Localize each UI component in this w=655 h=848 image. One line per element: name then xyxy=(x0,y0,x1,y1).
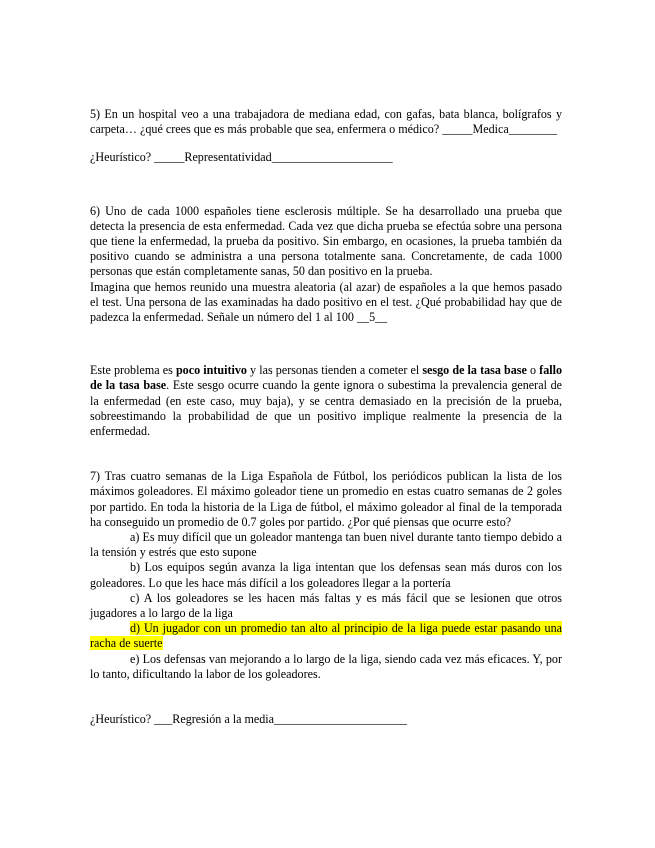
explain-text-3: o xyxy=(526,363,540,378)
q7-option-e: e) Los defensas van mejorando a lo largo de la liga, siendo cada vez más eficaces. Y, por lo tanto, dificultando la labor de los goleadores. xyxy=(90,651,562,681)
q5-heuristic-answer: Representatividad xyxy=(184,150,272,165)
q6-blank: __ xyxy=(375,310,388,325)
q7-option-d xyxy=(90,621,562,651)
q6-answer: 5 xyxy=(369,310,376,325)
q7-option-b: b) Los equipos según avanza la liga intentan que los defensas sean más duros con los goleadores. Lo que les hace más difícil a los goleadores llegar a la portería xyxy=(90,560,562,590)
q7-option-c: c) A los goleadores se les hacen más faltas y es más fácil que se lesionen que otros jugadores a lo largo de la liga xyxy=(90,590,562,621)
q6-text: Imagina que hemos reunido una muestra aleatoria (al azar) de españoles a la que hemos pasado el test. Una persona de las examinadas ha dado positivo en el test. ¿Qué probabilidad hay que de padezca la enfermedad. Señale un número del 1 al 100 __ xyxy=(90,279,562,325)
q7-heuristic xyxy=(90,712,562,727)
explain-bold-1: poco intuitivo xyxy=(175,363,247,378)
q5-answer: Medica xyxy=(472,122,509,137)
q6-paragraph-1: 6) Uno de cada 1000 españoles tiene esclerosis múltiple. Se ha desarrollado una prueba que detecta la presencia de esta enfermedad. Cada vez que dicha prueba se efectúa sobre una persona que tiene la enfermedad, la prueba da positivo. Sin embargo, en ocasiones, la prueba también da positivo cuando se administra a una persona totalmente sana. Concretamente, de cada 1000 personas que están completamente sanas, 50 dan positivo en la prueba. xyxy=(90,203,562,279)
q7-option-d-highlight: d) Un jugador con un promedio tan alto al principio de la liga puede estar pasando una racha de suerte xyxy=(90,621,562,651)
q5-heuristic-blank: ____________________ xyxy=(271,150,393,165)
q7-stem: 7) Tras cuatro semanas de la Liga Española de Fútbol, los periódicos publican la lista de los máximos goleadores. El máximo goleador tiene un promedio en estas cuatro semanas de 2 goles por partido. En toda la historia de la Liga de fútbol, el máximo goleador al final de la temporada ha conseguido un promedio de 0.7 goles por partido. ¿Por qué piensas que ocurre esto? xyxy=(90,469,562,529)
q5-blank: ________ xyxy=(508,122,558,137)
explain-text-2: y las personas tienden a cometer el xyxy=(246,363,423,378)
explain-text-4: . Este sesgo ocurre cuando la gente ignora o subestima la prevalencia general de la enfermedad (en este caso, muy baja), y se centra demasiado en la precisión de la prueba, sobreestimando la probabilidad de que un positivo implique realmente la presencia de la enfermedad. xyxy=(90,378,563,439)
base-rate-explanation xyxy=(90,363,562,439)
q5-heuristic-label: ¿Heurístico? _____ xyxy=(90,150,185,165)
q5-text: 5) En un hospital veo a una trabajadora de mediana edad, con gafas, bata blanca, bolígrafos y carpeta… ¿qué crees que es más probable que sea, enfermera o médico? _____ xyxy=(90,107,562,137)
explain-bold-3: fallo de la tasa base xyxy=(90,363,563,393)
q5-heuristic xyxy=(90,150,562,165)
q7-heuristic-answer: Regresión a la media xyxy=(172,712,275,727)
q7-heuristic-blank: ______________________ xyxy=(274,712,408,727)
document-page xyxy=(90,107,562,727)
explain-text-1: Este problema es xyxy=(90,363,176,378)
explain-bold-2: sesgo de la tasa base xyxy=(422,363,527,378)
q6-paragraph-2 xyxy=(90,280,562,326)
q5-question xyxy=(90,107,562,137)
q7-option-a: a) Es muy difícil que un goleador mantenga tan buen nivel durante tanto tiempo debido a la tensión y estrés que esto supone xyxy=(90,530,562,560)
q7-heuristic-label: ¿Heurístico? ___ xyxy=(90,712,173,727)
